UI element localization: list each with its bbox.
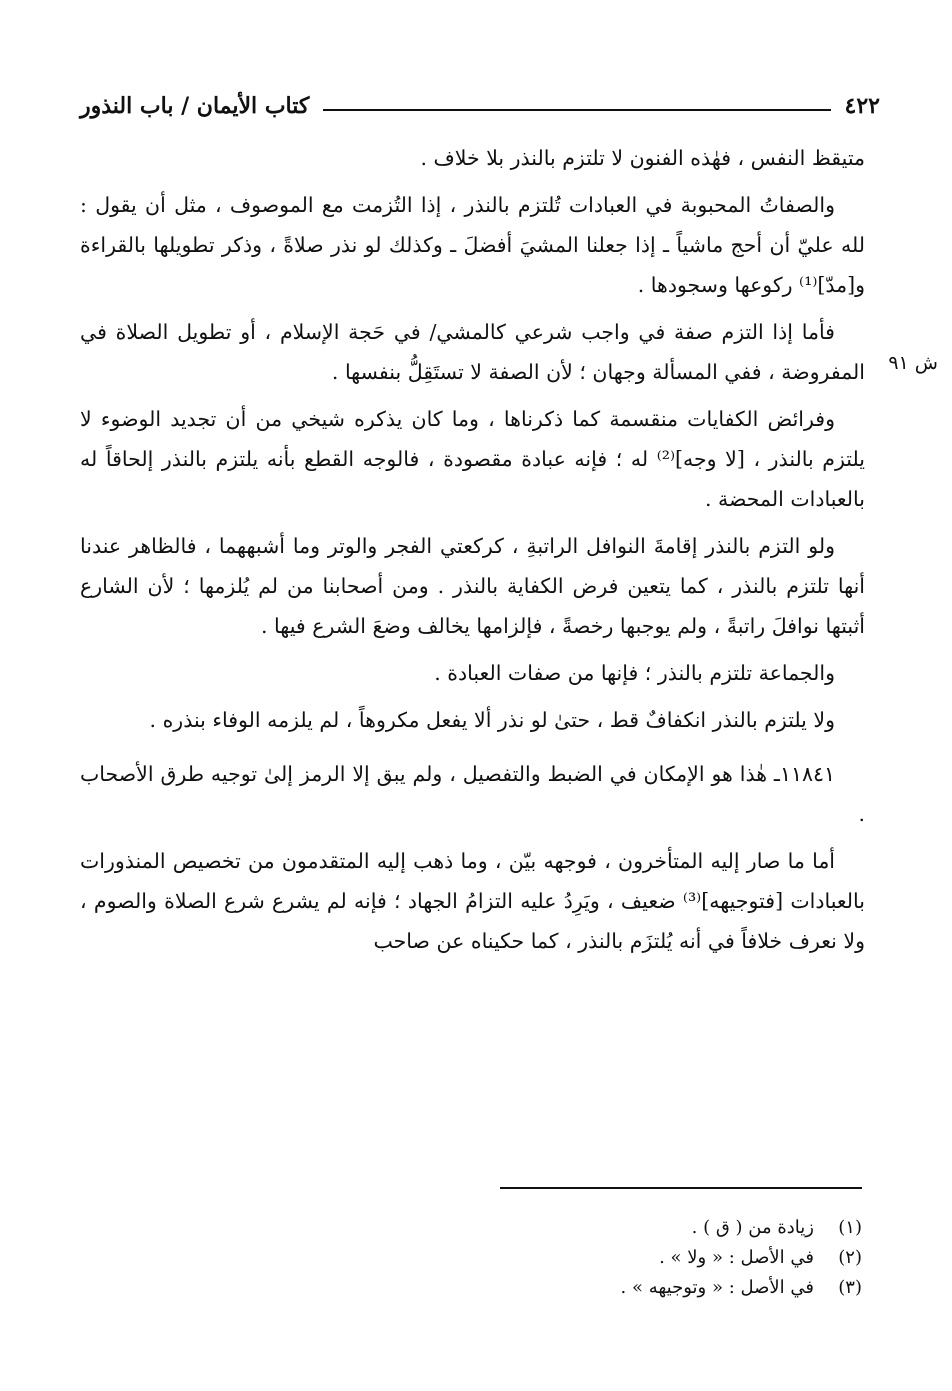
footnote-number: (٣) <box>838 1277 862 1298</box>
footnote-text: زيادة من ( ق ) . <box>691 1217 814 1238</box>
footnotes <box>400 1213 862 1303</box>
footnote-divider <box>500 1187 862 1189</box>
paragraph: أما ما صار إليه المتأخرون ، فوجهه بيّن ، وما ذهب إليه المتقدمون من تخصيص المنذورات بالعبادات [فتوجيهه]⁽³⁾ ضعيف ، ويَرِدُ عليه التزامُ الجهاد ؛ فإنه لم يشرع شرع الصلاة والصوم ، ولا نعرف خلافاً في أنه يُلتزَم بالنذر ، كما حكيناه عن صاحب <box>80 849 865 953</box>
paragraph: فأما إذا التزم صفة في واجب شرعي كالمشي/ في حَجة الإسلام ، أو تطويل الصلاة في المفروضة ، ففي المسألة وجهان ؛ لأن الصفة لا تستَقِلُّ بنفسها . <box>80 320 865 384</box>
paragraph: ولو التزم بالنذر إقامةَ النوافل الراتبةِ ، كركعتي الفجر والوتر وما أشبههما ، فالظاهر عندنا أنها تلتزم بالنذر ، كما يتعين فرض الكفاية بالنذر . ومن أصحابنا من لم يُلزمها ؛ لأن الشارع أثبتها نوافلَ راتبةً ، ولم يوجبها رخصةً ، فإلزامها يخالف وضعَ الشرع فيها . <box>80 534 865 638</box>
header-rule <box>323 109 830 111</box>
footnote-text: في الأصل : « وتوجيهه » . <box>620 1277 814 1298</box>
page-header <box>80 86 880 126</box>
footnote-number: (١) <box>838 1217 862 1238</box>
paragraph: والجماعة تلتزم بالنذر ؛ فإنها من صفات العبادة . <box>434 661 835 685</box>
footnote-number: (٢) <box>838 1247 862 1268</box>
margin-note: ش ٩١ <box>888 352 938 374</box>
footnote <box>400 1273 862 1303</box>
paragraph: ولا يلتزم بالنذر انكفافٌ قط ، حتىٰ لو نذر ألا يفعل مكروهاً ، لم يلزمه الوفاء بنذره . <box>149 708 835 732</box>
main-text <box>80 138 865 968</box>
footnote-text: في الأصل : « ولا » . <box>659 1247 814 1268</box>
page-number: ٤٢٢ <box>844 93 880 119</box>
running-title: كتاب الأيمان / باب النذور <box>80 93 310 119</box>
paragraph: والصفاتُ المحبوبة في العبادات تُلتزم بالنذر ، إذا التُزمت مع الموصوف ، مثل أن يقول : لله عليّ أن أحج ماشياً ـ إذا جعلنا المشيَ أفضلَ ـ وكذلك لو نذر صلاةً ، وذكر تطويلها بالقراءة و[مدّ]⁽¹⁾ ركوعها وسجودها . <box>80 193 865 297</box>
paragraph: متيقظ النفس ، فهٰذه الفنون لا تلتزم بالنذر بلا خلاف . <box>420 146 865 170</box>
paragraph: وفرائض الكفايات منقسمة كما ذكرناها ، وما كان يذكره شيخي من أن تجديد الوضوء لا يلتزم بالنذر ، [لا وجه]⁽²⁾ له ؛ فإنه عبادة مقصودة ، فالوجه القطع بأنه يلتزم بالنذر إلحاقاً له بالعبادات المحضة . <box>80 407 865 511</box>
footnote <box>400 1243 862 1273</box>
footnote <box>400 1213 862 1243</box>
numbered-paragraph: ١١٨٤١ـ هٰذا هو الإمكان في الضبط والتفصيل ، ولم يبق إلا الرمز إلىٰ توجيه طرق الأصحاب . <box>80 762 865 826</box>
